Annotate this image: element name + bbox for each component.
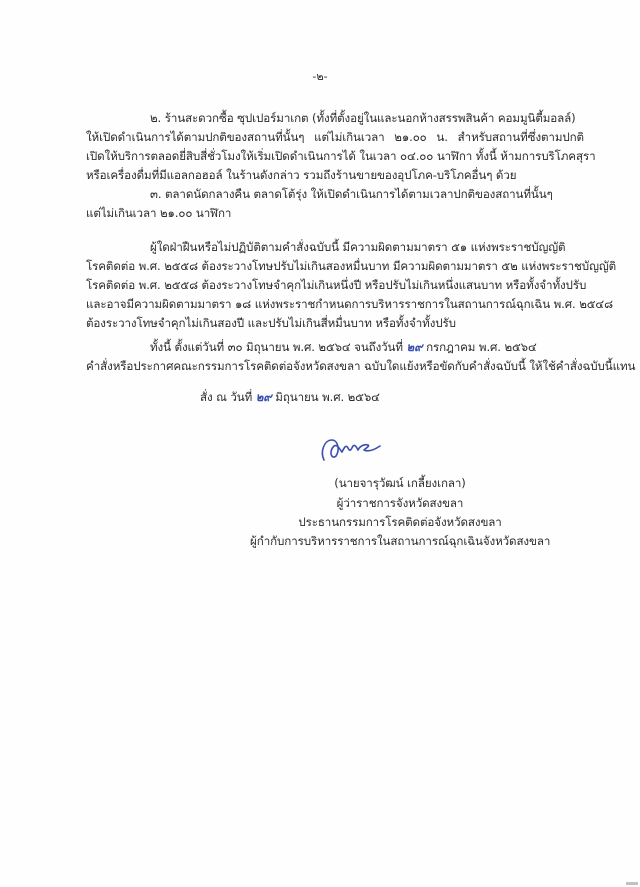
- order-date-prefix: สั่ง ณ วันที่: [200, 390, 253, 404]
- signatory-title-3: ผู้กำกับการบริหารราชการในสถานการณ์ฉุกเฉินจังหวัดสงขลา: [250, 534, 551, 548]
- handwritten-order-day: ๒๙: [255, 390, 272, 404]
- penalty-line-1: ผู้ใดฝ่าฝืนหรือไม่ปฏิบัติตามคำสั่งฉบับนี้ มีความผิดตามมาตรา ๕๑ แห่งพระราชบัญญัติ: [150, 240, 566, 254]
- scan-artifact: [626, 882, 638, 885]
- order-date: [200, 388, 380, 407]
- penalty-line-2: โรคติดต่อ พ.ศ. ๒๕๕๘ ต้องระวางโทษปรับไม่เกินสองหมื่นบาท มีความผิดตามมาตรา ๕๒ แห่งพระราชบัญญัติ: [86, 259, 617, 273]
- signatory-name: (นายจารุวัฒน์ เกลี้ยงเกลา): [334, 476, 466, 490]
- order-date-suffix: มิถุนายน พ.ศ. ๒๕๖๔: [275, 390, 380, 404]
- signature-icon: [318, 430, 388, 466]
- penalty-line-5: ต้องระวางโทษจำคุกไม่เกินสองปี และปรับไม่เกินสี่หมื่นบาท หรือทั้งจำทั้งปรับ: [86, 316, 456, 330]
- clause-2-line-3: เปิดให้บริการตลอดยี่สิบสี่ชั่วโมงให้เริ่มเปิดดำเนินการได้ ในเวลา ๐๔.๐๐ นาฬิกา ทั้งนี้ ห้ามการบริโภคสุรา: [86, 149, 596, 163]
- effective-line-2: คำสั่งหรือประกาศคณะกรรมการโรคติดต่อจังหวัดสงขลา ฉบับใดแย้งหรือขัดกับคำสั่งฉบับนี้ ให้ใช้คำสั่งฉบับนี้แทน: [86, 359, 636, 373]
- clause-2-line-4: หรือเครื่องดื่มที่มีแอลกอฮอล์ ในร้านดังกล่าว รวมถึงร้านขายของอุปโภค-บริโภคอื่นๆ ด้วย: [86, 168, 517, 182]
- penalty-line-4: และอาจมีความผิดตามมาตรา ๑๘ แห่งพระราชกำหนดการบริหารราชการในสถานการณ์ฉุกเฉิน พ.ศ. ๒๕๔๘: [86, 297, 613, 311]
- effective-prefix: ทั้งนี้ ตั้งแต่วันที่ ๓๐ มิถุนายน พ.ศ. ๒๕๖๔ จนถึงวันที่: [150, 340, 403, 354]
- handwritten-end-day: ๒๙: [406, 340, 423, 354]
- effective-line-1: [150, 338, 537, 357]
- signatory-title-1: ผู้ว่าราชการจังหวัดสงขลา: [336, 496, 464, 510]
- clause-3-line-2: แต่ไม่เกินเวลา ๒๑.๐๐ นาฬิกา: [86, 206, 232, 220]
- clause-2-line-2: ให้เปิดดำเนินการได้ตามปกติของสถานที่นั้นๆ แต่ไม่เกินเวลา ๒๑.๐๐ น. สำหรับสถานที่ซึ่งตามปกติ: [86, 130, 584, 144]
- clause-2-line-1: ๒. ร้านสะดวกซื้อ ซุปเปอร์มาเกต (ทั้งที่ตั้งอยู่ในและนอกห้างสรรพสินค้า คอมมูนิตี้มอลล์): [150, 111, 576, 125]
- clause-3-line-1: ๓. ตลาดนัดกลางคืน ตลาดโต้รุ่ง ให้เปิดดำเนินการได้ตามเวลาปกติของสถานที่นั้นๆ: [150, 187, 553, 201]
- page-number: -๒-: [312, 70, 328, 83]
- effective-suffix: กรกฎาคม พ.ศ. ๒๕๖๔: [426, 340, 537, 354]
- penalty-line-3: โรคติดต่อ พ.ศ. ๒๕๕๘ ต้องระวางโทษจำคุกไม่เกินหนึ่งปี หรือปรับไม่เกินหนึ่งแสนบาท หรือทั้งจำทั้งปรับ: [86, 278, 587, 292]
- signatory-title-2: ประธานกรรมการโรคติดต่อจังหวัดสงขลา: [298, 515, 502, 529]
